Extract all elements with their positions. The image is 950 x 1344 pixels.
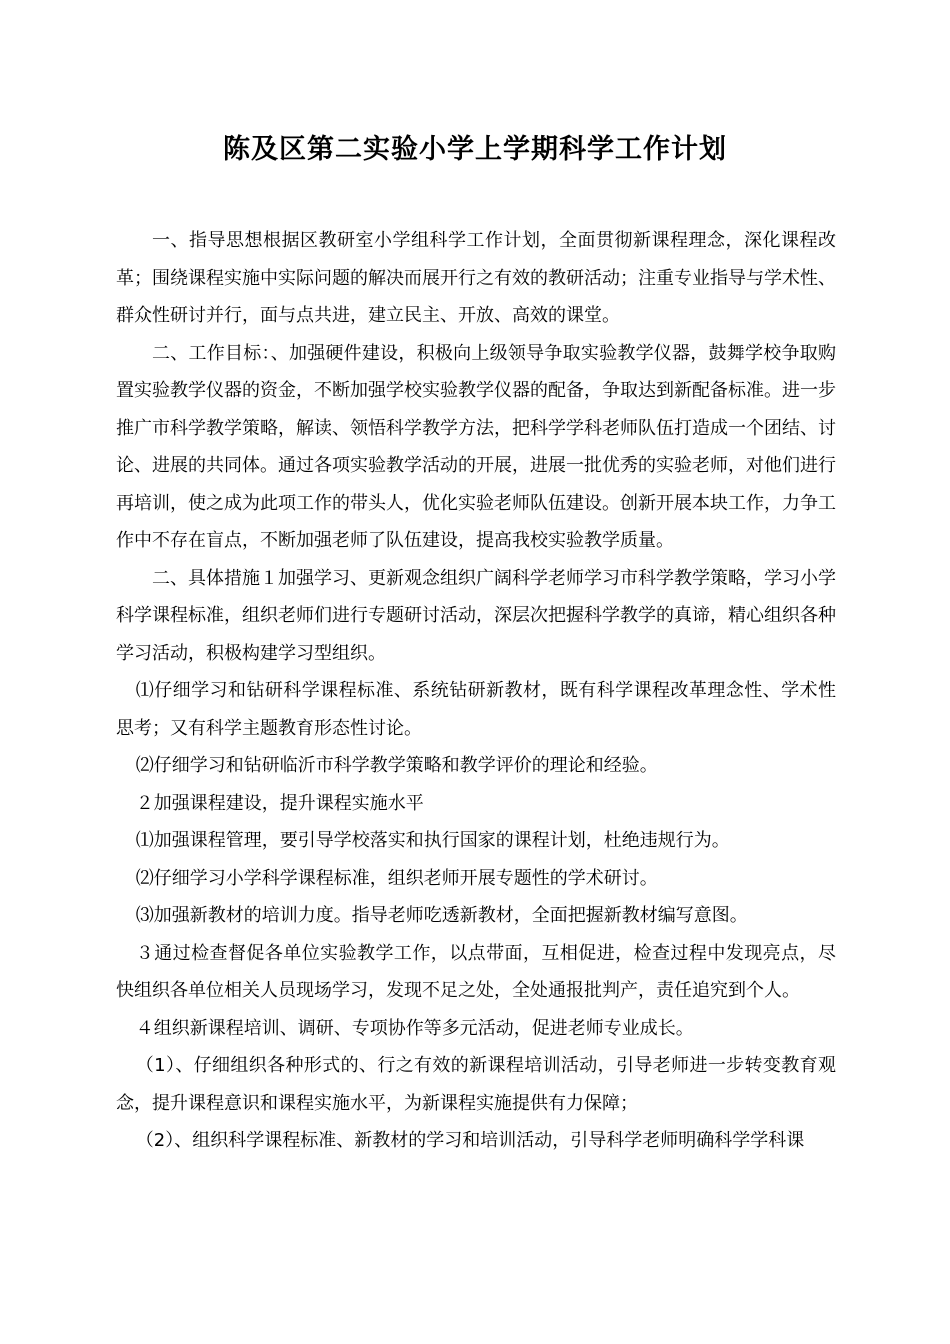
document-body [116, 222, 836, 1160]
paragraph-measure-4-2: （2）、组织科学课程标准、新教材的学习和培训活动，引导科学老师明确科学学科课 [135, 1130, 805, 1151]
paragraph-measure-2-2: ⑵仔细学习小学科学课程标准，组织老师开展专题性的学术研讨。 [135, 867, 658, 889]
page-title: 陈及区第二实验小学上学期科学工作计划 [223, 134, 727, 165]
paragraph-work-goals: 二、工作目标：、加强硬件建设，积极向上级领导争取实验教学仪器，鼓舞学校争取购置实验教学仪器的资金，不断加强学校实验教学仪器的配备，争取达到新配备标准。进一步推广市科学教学策略，解读、领悟科学教学方法，把科学学科老师队伍打造成一个团结、讨论、进展的共同体。通过各项实验教学活动的开展，进展一批优秀的实验老师，对他们进行再培训，使之成为此项工作的带头人，优化实验老师队伍建设。创新开展本块工作，力争工作中不存在盲点，不断加强老师了队伍建设，提高我校实验教学质量。 [116, 342, 836, 551]
paragraph-measure-3: ３通过检查督促各单位实验教学工作，以点带面，互相促进，检查过程中发现亮点，尽快组织各单位相关人员现场学习，发现不足之处，全处通报批判产，责任追究到个人。 [116, 942, 836, 1001]
paragraph-measure-1-2: ⑵仔细学习和钻研临沂市科学教学策略和教学评价的理论和经验。 [135, 755, 658, 776]
paragraph-measure-4-heading: ４组织新课程培训、调研、专项协作等多元活动，促进老师专业成长。 [135, 1017, 694, 1039]
paragraph-measure-2-1: ⑴加强课程管理，要引导学校落实和执行国家的课程计划，杜绝违规行为。 [135, 830, 730, 851]
paragraph-specific-measures: 二、具体措施１加强学习、更新观念组织广阔科学老师学习市科学教学策略，学习小学科学课程标准，组织老师们进行专题研讨活动，深层次把握科学教学的真谛，精心组织各种学习活动，积极构建学习型组织。 [116, 567, 836, 664]
paragraph-guiding-ideology: 一、指导思想根据区教研室小学组科学工作计划，全面贯彻新课程理念，深化课程改革；围绕课程实施中实际问题的解决而展开行之有效的教研活动；注重专业指导与学术性、群众性研讨并行，面与点共进，建立民主、开放、高效的课堂。 [116, 230, 836, 326]
paragraph-measure-1-1: ⑴仔细学习和钻研科学课程标准、系统钻研新教材，既有科学课程改革理念性、学术性思考；又有科学主题教育形态性讨论。 [116, 680, 836, 739]
paragraph-measure-2-3: ⑶加强新教材的培训力度。指导老师吃透新教材，全面把握新教材编写意图。 [135, 905, 748, 926]
paragraph-measure-4-1: （1）、仔细组织各种形式的、行之有效的新课程培训活动，引导老师进一步转变教育观念，提升课程意识和课程实施水平，为新课程实施提供有力保障； [116, 1055, 836, 1114]
paragraph-measure-2-heading: ２加强课程建设，提升课程实施水平 [135, 792, 424, 814]
